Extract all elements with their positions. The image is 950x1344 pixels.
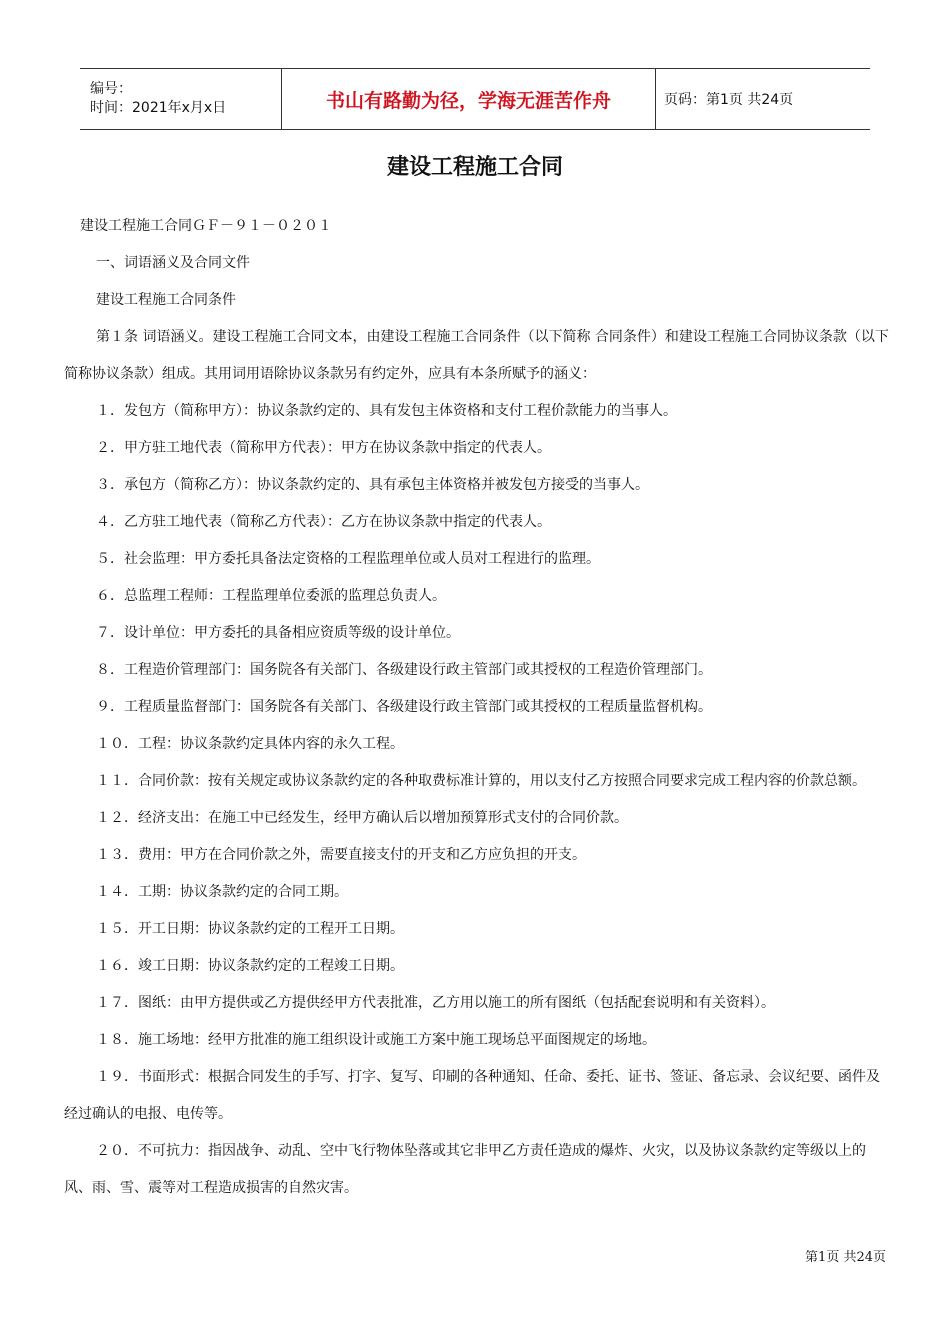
paragraph: 一、词语涵义及合同文件 [96, 255, 250, 271]
header-motto-cell [282, 69, 656, 129]
header-left-cell [80, 69, 282, 129]
paragraph: １１．合同价款：按有关规定或协议条款约定的各种取费标准计算的，用以支付乙方按照合同要求完成工程内容的价款总额。 [96, 773, 866, 789]
paragraph: 建设工程施工合同ＧＦ－９１－０２０１ [80, 218, 332, 234]
document-title: 建设工程施工合同 [386, 155, 563, 180]
paragraph: １５．开工日期：协议条款约定的工程开工日期。 [96, 921, 404, 937]
paragraph: ７．设计单位：甲方委托的具备相应资质等级的设计单位。 [96, 625, 460, 641]
page-footer: 第1页 共24页 [805, 1250, 886, 1265]
paragraph: １４．工期：协议条款约定的合同工期。 [96, 884, 348, 900]
paragraph: ３．承包方（简称乙方）：协议条款约定的、具有承包主体资格并被发包方接受的当事人。 [96, 477, 649, 493]
paragraph: ８．工程造价管理部门：国务院各有关部门、各级建设行政主管部门或其授权的工程造价管理部门。 [96, 662, 712, 678]
motto-text: 书山有路勤为径，学海无涯苦作舟 [325, 89, 611, 112]
paragraph: １９．书面形式：根据合同发生的手写、打字、复写、印刷的各种通知、任命、委托、证书、签证、备忘录、会议纪要、函件及经过确认的电报、电传等。 [64, 1069, 880, 1122]
paragraph: 第１条 词语涵义。建设工程施工合同文本，由建设工程施工合同条件（以下简称 合同条件）和建设工程施工合同协议条款（以下简称协议条款）组成。其用词用语除协议条款另有约定外，应具有本条所赋予的涵义： [64, 329, 889, 382]
page-label: 页码：第1页 共24页 [664, 92, 794, 108]
paragraph: １６．竣工日期：协议条款约定的工程竣工日期。 [96, 958, 404, 974]
paragraph: 建设工程施工合同条件 [96, 292, 236, 308]
paragraph: １３．费用：甲方在合同价款之外，需要直接支付的开支和乙方应负担的开支。 [96, 847, 586, 863]
paragraph: ２０．不可抗力：指因战争、动乱、空中飞行物体坠落或其它非甲乙方责任造成的爆炸、火灾，以及协议条款约定等级以上的风、雨、雪、震等对工程造成损害的自然灾害。 [64, 1143, 866, 1196]
number-label: 编号： [90, 81, 132, 97]
header-table [80, 68, 870, 130]
header-page-cell [656, 69, 870, 129]
paragraph: ９．工程质量监督部门：国务院各有关部门、各级建设行政主管部门或其授权的工程质量监督机构。 [96, 699, 712, 715]
time-label: 时间：2021年x月x日 [90, 100, 227, 116]
document-body [64, 208, 890, 1207]
paragraph: １．发包方（简称甲方）：协议条款约定的、具有发包主体资格和支付工程价款能力的当事人。 [96, 403, 677, 419]
paragraph: ４．乙方驻工地代表（简称乙方代表）：乙方在协议条款中指定的代表人。 [96, 514, 551, 530]
paragraph: １７．图纸：由甲方提供或乙方提供经甲方代表批准，乙方用以施工的所有图纸（包括配套说明和有关资料）。 [96, 995, 775, 1011]
paragraph: １０．工程：协议条款约定具体内容的永久工程。 [96, 736, 404, 752]
paragraph: ２．甲方驻工地代表（简称甲方代表）：甲方在协议条款中指定的代表人。 [96, 440, 551, 456]
paragraph: ５．社会监理：甲方委托具备法定资格的工程监理单位或人员对工程进行的监理。 [96, 551, 600, 567]
paragraph: １２．经济支出：在施工中已经发生，经甲方确认后以增加预算形式支付的合同价款。 [96, 810, 628, 826]
paragraph: １８．施工场地：经甲方批准的施工组织设计或施工方案中施工现场总平面图规定的场地。 [96, 1032, 656, 1048]
paragraph: ６．总监理工程师：工程监理单位委派的监理总负责人。 [96, 588, 446, 604]
